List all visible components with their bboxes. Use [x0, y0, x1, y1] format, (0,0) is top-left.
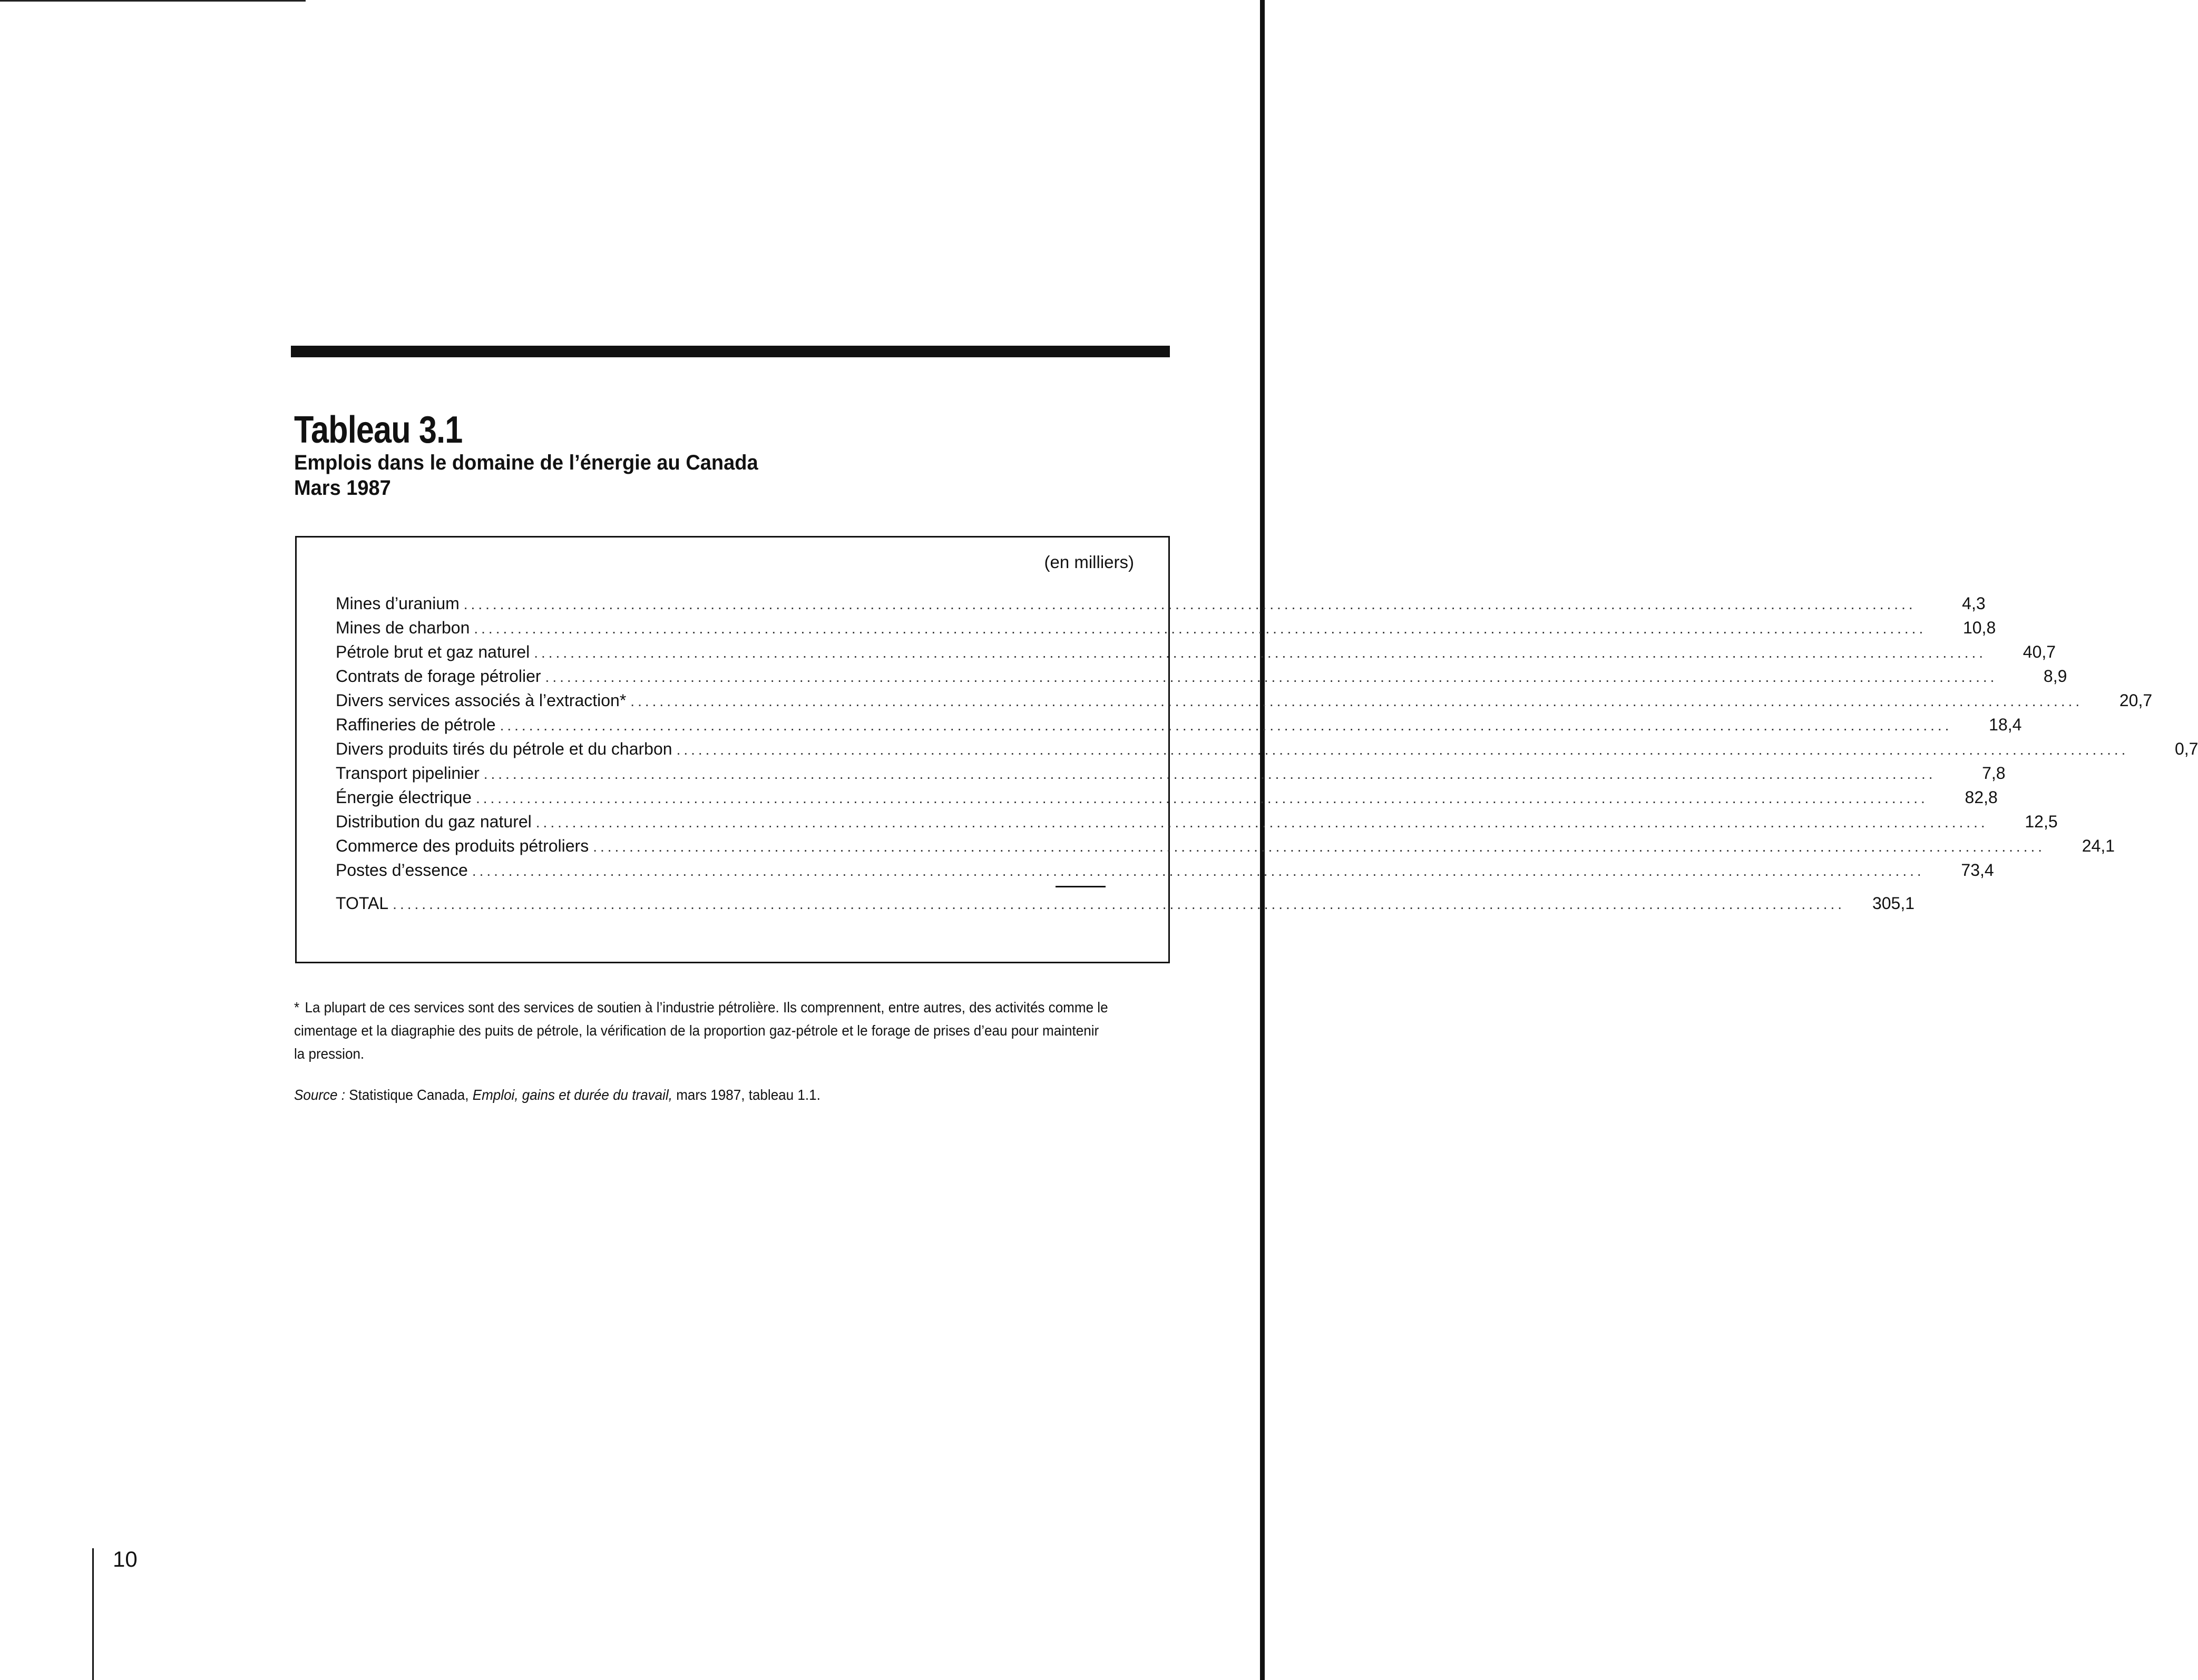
row-label: Contrats de forage pétrolier	[336, 667, 541, 686]
table-row	[336, 836, 2115, 861]
table-row	[336, 715, 2022, 739]
row-label: Transport pipelinier	[336, 764, 480, 783]
total-label: TOTAL	[336, 894, 389, 913]
table-row	[336, 788, 1998, 812]
table-row	[336, 642, 2056, 667]
row-label: Mines de charbon	[336, 618, 470, 637]
total-rule	[1056, 886, 1106, 887]
units-label: (en milliers)	[1044, 552, 1134, 572]
row-label: Raffineries de pétrole	[336, 715, 496, 734]
row-label: Distribution du gaz naturel	[336, 812, 532, 831]
row-label: Divers produits tirés du pétrole et du charbon	[336, 739, 672, 758]
table-row	[336, 739, 2198, 764]
row-value: 7,8	[1982, 764, 2006, 783]
row-value: 8,9	[2043, 667, 2067, 686]
leader-dots: ........................................................................................................................................................................................................	[534, 644, 1987, 661]
row-value: 18,4	[1989, 715, 2022, 734]
source-line	[294, 1087, 820, 1103]
row-label: Postes d’essence	[336, 861, 468, 880]
row-label: Divers services associés à l’extraction*	[336, 691, 627, 710]
leader-dots: ........................................................................................................................................................................................................	[463, 596, 1916, 612]
table-row	[336, 667, 2067, 691]
leader-dots: ........................................................................................................................................................................................................	[630, 693, 2083, 709]
table-heading	[294, 410, 783, 501]
row-value: 10,8	[1962, 618, 1996, 637]
footnote-text: La plupart de ces services sont des services de soutien à l’industrie pétrolière. Ils comprennent, entre autres, des activités comme le cimentage et la diagraphie des puits de pétrole, la vérification de la proportion gaz-pétrole et le forage de prises d’eau pour maintenir la pression.	[294, 999, 1108, 1062]
page-number: 10	[113, 1547, 138, 1571]
table-row	[336, 812, 2058, 836]
table-row	[336, 618, 1996, 642]
table-row	[336, 594, 1986, 618]
leader-dots: ........................................................................................................................................................................................................	[474, 620, 1927, 637]
row-value: 20,7	[2119, 691, 2153, 710]
leader-dots: ........................................................................................................................................................................................................	[500, 717, 1952, 734]
source-details: mars 1987, tableau 1.1.	[676, 1087, 820, 1103]
table-row	[336, 691, 2153, 715]
row-label: Commerce des produits pétroliers	[336, 836, 589, 855]
row-label: Énergie électrique	[336, 788, 472, 807]
row-value: 0,7	[2174, 739, 2198, 758]
margin-rule	[92, 1548, 94, 1680]
row-value: 73,4	[1961, 861, 1994, 880]
leader-dots: ........................................................................................................................................................................................................	[676, 741, 2129, 758]
leader-dots: ........................................................................................................................................................................................................	[475, 790, 1928, 806]
source-publication: Emploi, gains et durée du travail,	[472, 1087, 672, 1103]
row-value: 4,3	[1962, 594, 1986, 613]
leader-dots: ........................................................................................................................................................................................................	[472, 863, 1925, 879]
row-label: Pétrole brut et gaz naturel	[336, 642, 530, 661]
table-row	[336, 861, 1994, 885]
footnote-marker: *	[294, 999, 300, 1015]
row-value: 12,5	[2025, 812, 2058, 831]
data-table	[295, 536, 2198, 963]
table-rows	[336, 594, 2198, 885]
footnote	[294, 996, 1112, 1066]
top-rule	[0, 0, 306, 2]
row-value: 82,8	[1965, 788, 1998, 807]
leader-dots: ........................................................................................................................................................................................................	[393, 896, 1845, 912]
table-number: Tableau 3.1	[294, 409, 463, 451]
source-agency: Statistique Canada,	[349, 1087, 469, 1103]
leader-dots: ........................................................................................................................................................................................................	[545, 669, 1998, 685]
total-value: 305,1	[1872, 894, 1915, 913]
section-bar	[291, 346, 1170, 357]
row-value: 40,7	[2023, 642, 2056, 661]
table-title: Emplois dans le domaine de l’énergie au Canada	[294, 451, 758, 474]
leader-dots: ........................................................................................................................................................................................................	[483, 766, 1936, 782]
source-label: Source :	[294, 1087, 345, 1103]
table-row	[336, 764, 2006, 788]
table-date: Mars 1987	[294, 476, 391, 500]
row-value: 24,1	[2082, 836, 2115, 855]
total-row	[336, 894, 1915, 918]
row-label: Mines d’uranium	[336, 594, 460, 613]
leader-dots: ........................................................................................................................................................................................................	[535, 814, 1988, 831]
leader-dots: ........................................................................................................................................................................................................	[593, 838, 2046, 855]
